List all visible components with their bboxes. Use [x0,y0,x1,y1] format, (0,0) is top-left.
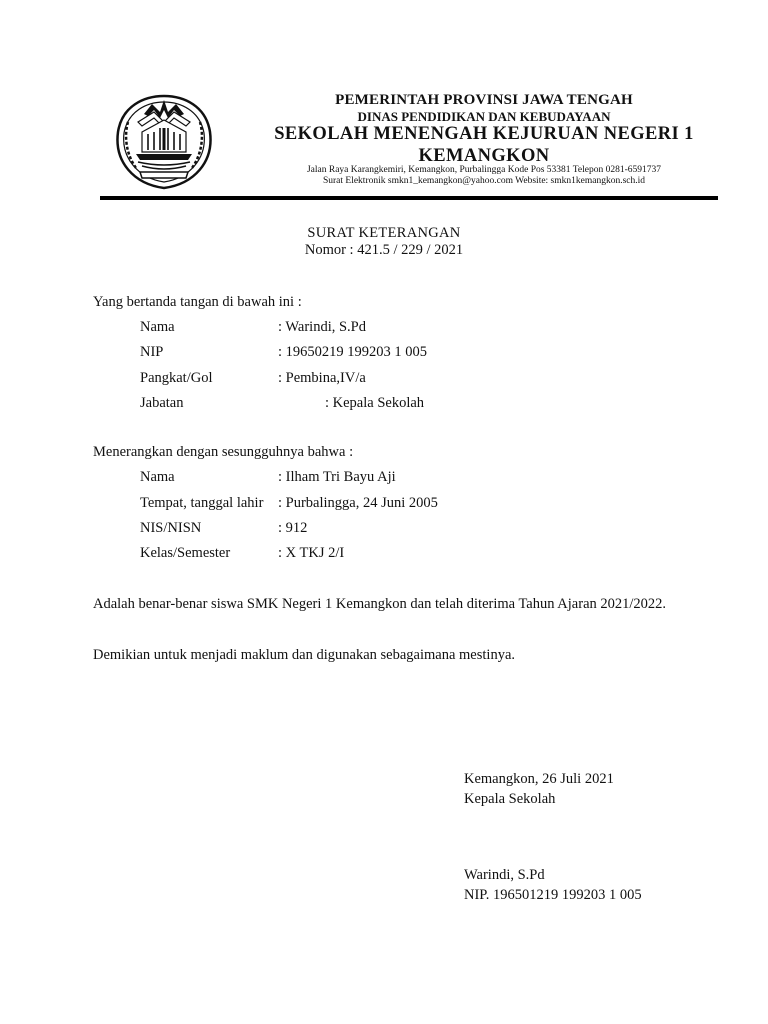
signatory-position-label: Jabatan [140,395,184,411]
letterhead-school-line2: KEMANGKON [418,146,550,166]
closing-position: Kepala Sekolah [464,791,556,807]
student-intro: Menerangkan dengan sesungguhnya bahwa : [93,444,354,460]
closing-place-date: Kemangkon, 26 Juli 2021 [464,771,614,787]
letterhead-government: PEMERINTAH PROVINSI JAWA TENGAH [335,92,633,108]
closing-signatory-nip: NIP. 196501219 199203 1 005 [464,887,642,903]
student-nis-value: : 912 [278,520,308,536]
letterhead-school-line1: SEKOLAH MENENGAH KEJURUAN NEGERI 1 [274,124,694,144]
signatory-nip-label: NIP [140,344,164,360]
student-nis-label: NIS/NISN [140,520,202,536]
letterhead-divider [100,196,718,200]
signatory-nip-value: : 19650219 199203 1 005 [278,344,428,360]
document-title: SURAT KETERANGAN [307,225,461,241]
signatory-intro: Yang bertanda tangan di bawah ini : [93,294,302,310]
body-paragraph-2: Demikian untuk menjadi maklum dan digunakan sebagaimana mestinya. [93,647,516,663]
letterhead-agency: DINAS PENDIDIKAN DAN KEBUDAYAAN [357,109,611,124]
letterhead-address-block [250,165,718,187]
student-birth-value: : Purbalingga, 24 Juni 2005 [278,495,438,511]
signatory-rank-label: Pangkat/Gol [140,370,213,386]
student-name-label: Nama [140,469,175,485]
closing-signatory-name: Warindi, S.Pd [464,867,545,883]
letterhead-address: Jalan Raya Karangkemiri, Kemangkon, Purbalingga Kode Pos 53381 Telepon 0281-6591737 [306,165,662,175]
signatory-rank-value: : Pembina,IV/a [278,370,366,386]
signatory-position-value: : Kepala Sekolah [325,395,425,411]
signatory-name-label: Nama [140,319,175,335]
letterhead-contact: Surat Elektronik smkn1_kemangkon@yahoo.com Website: smkn1kemangkon.sch.id [322,176,646,186]
student-class-label: Kelas/Semester [140,545,231,561]
student-class-value: : X TKJ 2/I [278,545,345,561]
jawa-tengah-crest-icon [114,92,214,192]
letterhead-school-name [250,123,718,167]
body-paragraph-1: Adalah benar-benar siswa SMK Negeri 1 Kemangkon dan telah diterima Tahun Ajaran 2021/2022. [93,596,667,612]
student-name-value: : Ilham Tri Bayu Aji [278,469,396,485]
document-number: Nomor : 421.5 / 229 / 2021 [304,242,464,258]
signatory-name-value: : Warindi, S.Pd [278,319,366,335]
student-birth-label: Tempat, tanggal lahir [140,495,264,511]
